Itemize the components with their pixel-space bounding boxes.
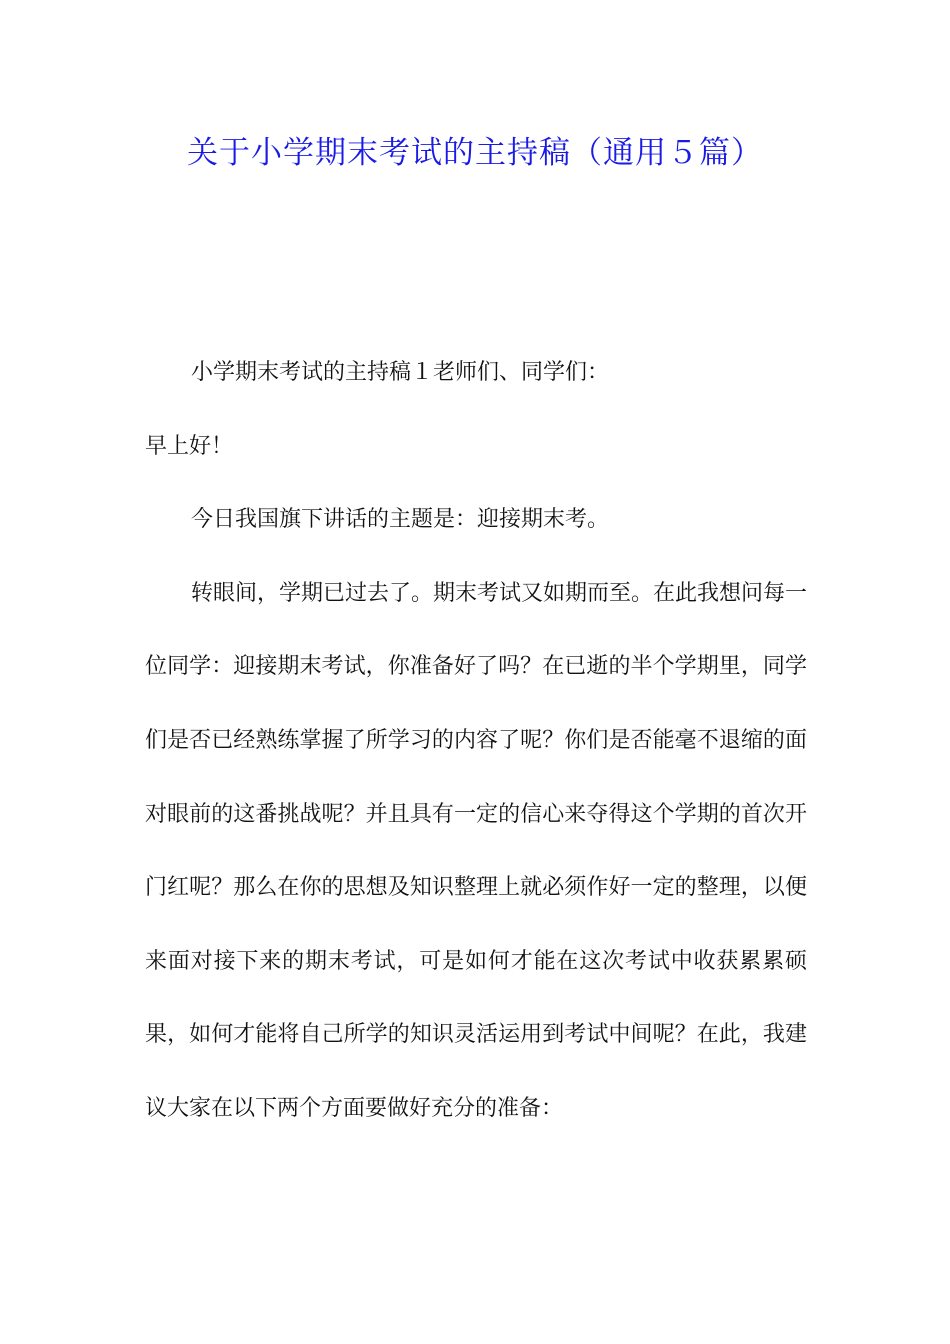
document-body xyxy=(145,336,807,1146)
paragraph-main: 转眼间，学期已过去了。期末考试又如期而至。在此我想问每一位同学：迎接期末考试，你准备好了吗？在已逝的半个学期里，同学们是否已经熟练掌握了所学习的内容了呢？你们是否能毫不退缩的面对眼前的这番挑战呢？并且具有一定的信心来夺得这个学期的首次开门红呢？那么在你的思想及知识整理上就必须作好一定的整理，以便来面对接下来的期末考试，可是如何才能在这次考试中收获累累硕果，如何才能将自己所学的知识灵活运用到考试中间呢？在此，我建议大家在以下两个方面要做好充分的准备： xyxy=(145,580,808,1121)
paragraph-topic: 今日我国旗下讲话的主题是：迎接期末考。 xyxy=(191,507,610,533)
paragraph-greeting-heading: 小学期末考试的主持稿１老师们、同学们： xyxy=(191,360,610,385)
document-title: 关于小学期末考试的主持稿（通用５篇） xyxy=(187,135,763,171)
paragraph-greeting: 早上好！ xyxy=(145,433,234,459)
